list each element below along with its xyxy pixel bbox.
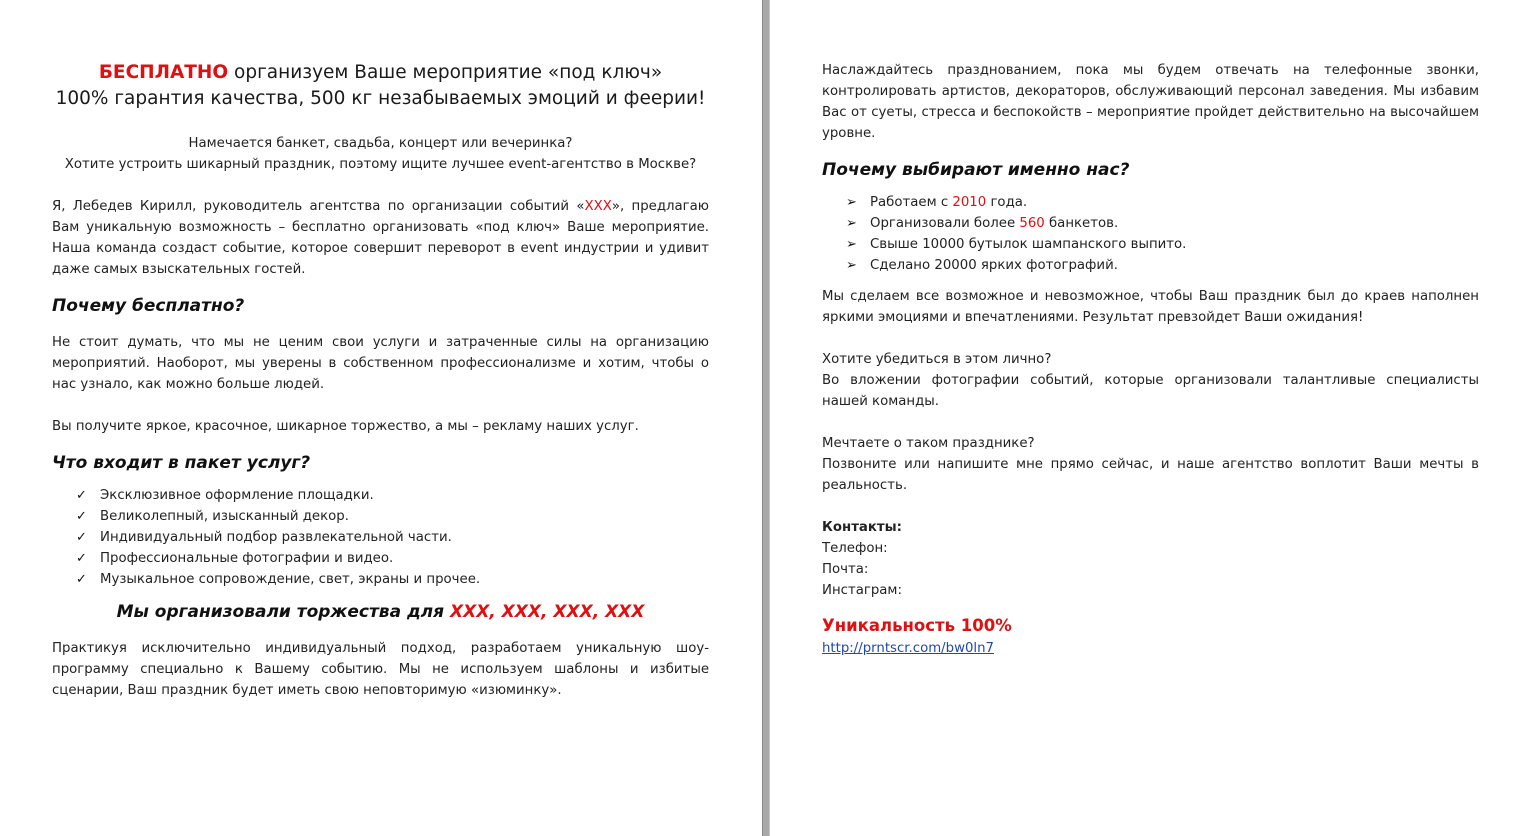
heading-clients: Мы организовали торжества для XXX, XXX, XXX, XXX	[116, 602, 645, 622]
about-text-2: », предлагаю Вам уникальную возможность – бесплатно организовать «под ключ» Ваше мероприятие. Наша команда создаст событие, которое совершит переворот в event индустрии и удивит даже самых взыскательных гостей.	[52, 199, 710, 277]
enjoy-paragraph: Наслаждайтесь празднованием, пока мы будем отвечать на телефонные звонки, контролировать артистов, декораторов, обслуживающий персонал заведения. Мы избавим Вас от суеты, стресса и беспокойств – мероприятие пройдет действительно на высочайшем уровне.	[822, 63, 1479, 141]
list-item: ➢ Сделано 20000 ярких фотографий.	[822, 255, 1479, 276]
agency-name: XXX	[584, 199, 612, 214]
check-icon: ✓	[76, 530, 87, 545]
check-icon: ✓	[76, 488, 87, 503]
dream-paragraph: Позвоните или напишите мне прямо сейчас, и наше агентство воплотит Ваши мечты в реальность.	[822, 457, 1479, 493]
phone-label: Телефон:	[822, 541, 888, 556]
page-right-content	[822, 60, 1479, 659]
package-list	[52, 485, 709, 590]
page-right	[770, 0, 1528, 836]
check-icon: ✓	[76, 551, 87, 566]
mail-label: Почта:	[822, 562, 869, 577]
page-divider	[762, 0, 770, 836]
page-left-content	[52, 60, 709, 701]
list-item: ➢ Организовали более 560 банкетов.	[822, 213, 1479, 234]
check-icon: ✓	[76, 509, 87, 524]
list-item: ✓ Профессиональные фотографии и видео.	[52, 548, 709, 569]
headline-line-1	[52, 60, 709, 86]
list-item: ➢ Свыше 10000 бутылок шампанского выпито.	[822, 234, 1479, 255]
intro-question-1: Намечается банкет, свадьба, концерт или вечеринка?	[188, 136, 573, 151]
intro-question-2: Хотите устроить шикарный праздник, поэтому ищите лучшее event-агентство в Москве?	[64, 157, 697, 172]
uniqueness-label: Уникальность 100%	[822, 616, 1012, 635]
page-left	[0, 0, 762, 836]
arrow-bullet-icon: ➢	[846, 216, 857, 231]
arrow-bullet-icon: ➢	[846, 258, 857, 273]
contacts-label: Контакты:	[822, 520, 902, 535]
heading-package: Что входит в пакет услуг?	[52, 453, 311, 473]
list-item: ✓ Музыкальное сопровождение, свет, экраны и прочее.	[52, 569, 709, 590]
promise-paragraph: Мы сделаем все возможное и невозможное, чтобы Ваш праздник был до краев наполнен яркими эмоциями и впечатлениями. Результат превзойдет Ваши ожидания!	[822, 289, 1479, 325]
about-text-1: Я, Лебедев Кирилл, руководитель агентства по организации событий «	[52, 199, 585, 214]
list-item: ✓ Великолепный, изысканный декор.	[52, 506, 709, 527]
convince-paragraph: Во вложении фотографии событий, которые организовали талантливые специалисты нашей команды.	[822, 373, 1479, 409]
check-icon: ✓	[76, 572, 87, 587]
convince-question: Хотите убедиться в этом лично?	[822, 352, 1052, 367]
headline-line-2: 100% гарантия качества, 500 кг незабываемых эмоций и феерии!	[55, 88, 706, 109]
arrow-bullet-icon: ➢	[846, 237, 857, 252]
why-free-paragraph-1: Не стоит думать, что мы не ценим свои услуги и затраченные силы на организацию мероприятий. Наоборот, мы уверены в собственном профессионализме и хотим, чтобы о нас узнало, как можно больше людей.	[52, 335, 709, 392]
uniqueness-link[interactable]: http://prntscr.com/bw0ln7	[822, 641, 994, 656]
stats-list	[822, 192, 1479, 276]
approach-paragraph: Практикуя исключительно индивидуальный подход, разработаем уникальную шоу-программу специально к Вашему событию. Мы не используем шаблоны и избитые сценарии, Ваш праздник будет иметь свою неповторимую «изюминку».	[52, 641, 709, 698]
list-item: ✓ Эксклюзивное оформление площадки.	[52, 485, 709, 506]
headline-offer: организуем Ваше мероприятие «под ключ»	[228, 62, 663, 83]
instagram-label: Инстаграм:	[822, 583, 902, 598]
heading-why-free: Почему бесплатно?	[52, 296, 245, 316]
arrow-bullet-icon: ➢	[846, 195, 857, 210]
headline-free: БЕСПЛАТНО	[98, 62, 229, 83]
dream-question: Мечтаете о таком празднике?	[822, 436, 1035, 451]
why-free-paragraph-2: Вы получите яркое, красочное, шикарное торжество, а мы – рекламу наших услуг.	[52, 419, 639, 434]
about-paragraph	[52, 196, 709, 280]
list-item: ✓ Индивидуальный подбор развлекательной части.	[52, 527, 709, 548]
list-item: ➢ Работаем с 2010 года.	[822, 192, 1479, 213]
client-names: XXX, XXX, XXX, XXX	[449, 602, 645, 622]
heading-why-us: Почему выбирают именно нас?	[822, 160, 1130, 180]
